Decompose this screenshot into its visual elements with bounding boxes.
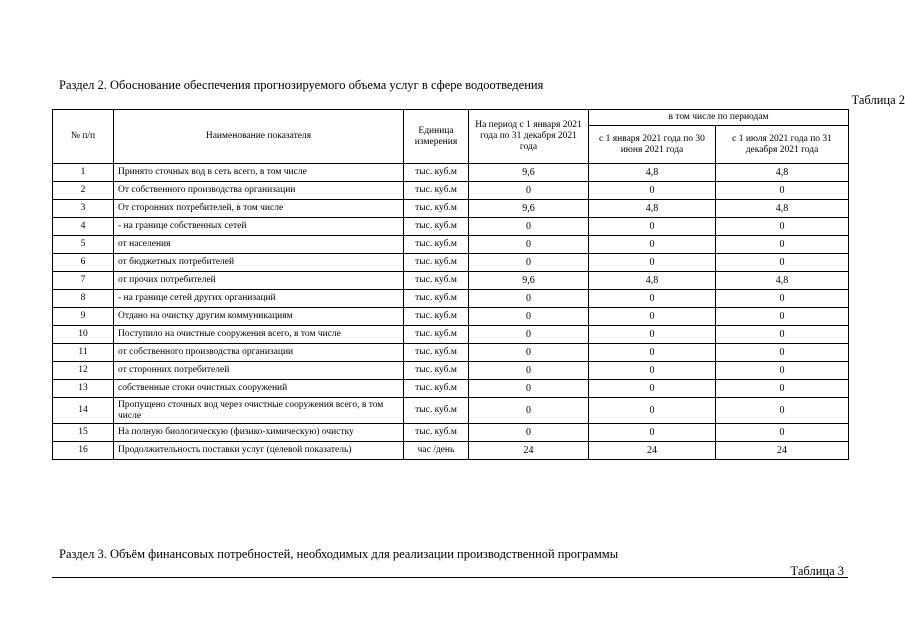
row-period-2: 4,8 [716,164,849,182]
table-row [53,236,849,254]
table-row [53,182,849,200]
row-period-1: 0 [589,218,716,236]
row-total: 9,6 [469,164,589,182]
row-unit: тыс. куб.м [404,254,469,272]
table-row [53,164,849,182]
table-2-label: Таблица 2 [851,93,905,107]
header-num: № п/п [53,110,114,164]
row-name: Принято сточных вод в сеть всего, в том числе [114,164,404,182]
table-row [53,442,849,460]
production-volume-table [52,109,849,460]
header-unit: Единица измерения [404,110,469,164]
row-number: 11 [53,344,114,362]
table-row [53,290,849,308]
row-period-2: 0 [716,218,849,236]
row-number: 7 [53,272,114,290]
section-2-title: Раздел 2. Обоснование обеспечения прогнозируемого объема услуг в сфере водоотведения [59,78,544,92]
table-row [53,200,849,218]
row-name: от населения [114,236,404,254]
row-period-2: 4,8 [716,200,849,218]
row-period-2: 0 [716,362,849,380]
row-period-2: 4,8 [716,272,849,290]
row-name: от сторонних потребителей [114,362,404,380]
header-sub-period-2: с 1 июля 2021 года по 31 декабря 2021 года [716,126,849,164]
row-name: от бюджетных потребителей [114,254,404,272]
row-name: - на границе сетей других организаций [114,290,404,308]
row-name: от собственного производства организации [114,344,404,362]
row-total: 0 [469,398,589,424]
row-period-1: 0 [589,182,716,200]
row-period-1: 4,8 [589,200,716,218]
row-number: 5 [53,236,114,254]
row-period-2: 0 [716,308,849,326]
row-period-1: 0 [589,254,716,272]
header-sub-period-1: с 1 января 2021 года по 30 июня 2021 года [589,126,716,164]
table-row [53,362,849,380]
table-3-label: Таблица 3 [790,564,844,578]
row-number: 12 [53,362,114,380]
row-period-2: 0 [716,380,849,398]
table-row [53,254,849,272]
row-total: 24 [469,442,589,460]
row-number: 13 [53,380,114,398]
row-period-2: 0 [716,326,849,344]
row-total: 0 [469,254,589,272]
row-unit: тыс. куб.м [404,200,469,218]
row-number: 9 [53,308,114,326]
row-total: 0 [469,236,589,254]
row-period-1: 0 [589,344,716,362]
row-period-2: 24 [716,442,849,460]
row-unit: тыс. куб.м [404,344,469,362]
row-period-2: 0 [716,182,849,200]
table-row [53,218,849,236]
row-period-2: 0 [716,344,849,362]
row-unit: час /день [404,442,469,460]
row-name: Отдано на очистку другим коммуникациям [114,308,404,326]
row-unit: тыс. куб.м [404,272,469,290]
table-row [53,398,849,424]
row-unit: тыс. куб.м [404,164,469,182]
row-period-2: 0 [716,424,849,442]
row-period-1: 0 [589,236,716,254]
row-total: 9,6 [469,200,589,218]
row-total: 9,6 [469,272,589,290]
row-total: 0 [469,344,589,362]
row-total: 0 [469,362,589,380]
row-unit: тыс. куб.м [404,308,469,326]
row-name: от прочих потребителей [114,272,404,290]
row-period-1: 0 [589,424,716,442]
row-unit: тыс. куб.м [404,218,469,236]
table-row [53,308,849,326]
row-period-2: 0 [716,398,849,424]
header-sub-group: в том числе по периодам [589,110,849,126]
row-name: собственные стоки очистных сооружений [114,380,404,398]
row-period-2: 0 [716,236,849,254]
row-period-1: 4,8 [589,272,716,290]
row-name: От собственного производства организации [114,182,404,200]
row-unit: тыс. куб.м [404,326,469,344]
header-period: На период с 1 января 2021 года по 31 декабря 2021 года [469,110,589,164]
row-period-1: 4,8 [589,164,716,182]
row-unit: тыс. куб.м [404,182,469,200]
row-unit: тыс. куб.м [404,398,469,424]
row-number: 10 [53,326,114,344]
row-name: На полную биологическую (физико-химическую) очистку [114,424,404,442]
row-unit: тыс. куб.м [404,380,469,398]
row-unit: тыс. куб.м [404,236,469,254]
row-unit: тыс. куб.м [404,424,469,442]
table-row [53,326,849,344]
row-unit: тыс. куб.м [404,362,469,380]
row-number: 2 [53,182,114,200]
row-period-1: 0 [589,380,716,398]
row-total: 0 [469,308,589,326]
row-period-2: 0 [716,254,849,272]
row-name: Пропущено сточных вод через очистные сооружения всего, в том числе [114,398,404,424]
row-period-1: 0 [589,290,716,308]
section-3-rule [52,577,848,578]
row-name: От сторонних потребителей, в том числе [114,200,404,218]
row-number: 4 [53,218,114,236]
table-row [53,344,849,362]
row-total: 0 [469,326,589,344]
row-total: 0 [469,380,589,398]
row-total: 0 [469,424,589,442]
header-name: Наименование показателя [114,110,404,164]
table-row [53,272,849,290]
row-number: 1 [53,164,114,182]
table-body [53,164,849,460]
row-total: 0 [469,290,589,308]
row-period-2: 0 [716,290,849,308]
row-number: 14 [53,398,114,424]
row-period-1: 0 [589,308,716,326]
row-total: 0 [469,218,589,236]
row-period-1: 24 [589,442,716,460]
row-period-1: 0 [589,326,716,344]
section-3-title: Раздел 3. Объём финансовых потребностей, необходимых для реализации производственной программы [59,547,619,561]
row-number: 15 [53,424,114,442]
row-number: 3 [53,200,114,218]
row-number: 16 [53,442,114,460]
row-number: 8 [53,290,114,308]
row-period-1: 0 [589,398,716,424]
row-name: - на границе собственных сетей [114,218,404,236]
row-name: Поступило на очистные сооружения всего, в том числе [114,326,404,344]
row-number: 6 [53,254,114,272]
row-unit: тыс. куб.м [404,290,469,308]
table-row [53,380,849,398]
row-total: 0 [469,182,589,200]
table-row [53,424,849,442]
row-period-1: 0 [589,362,716,380]
row-name: Продолжительность поставки услуг (целевой показатель) [114,442,404,460]
